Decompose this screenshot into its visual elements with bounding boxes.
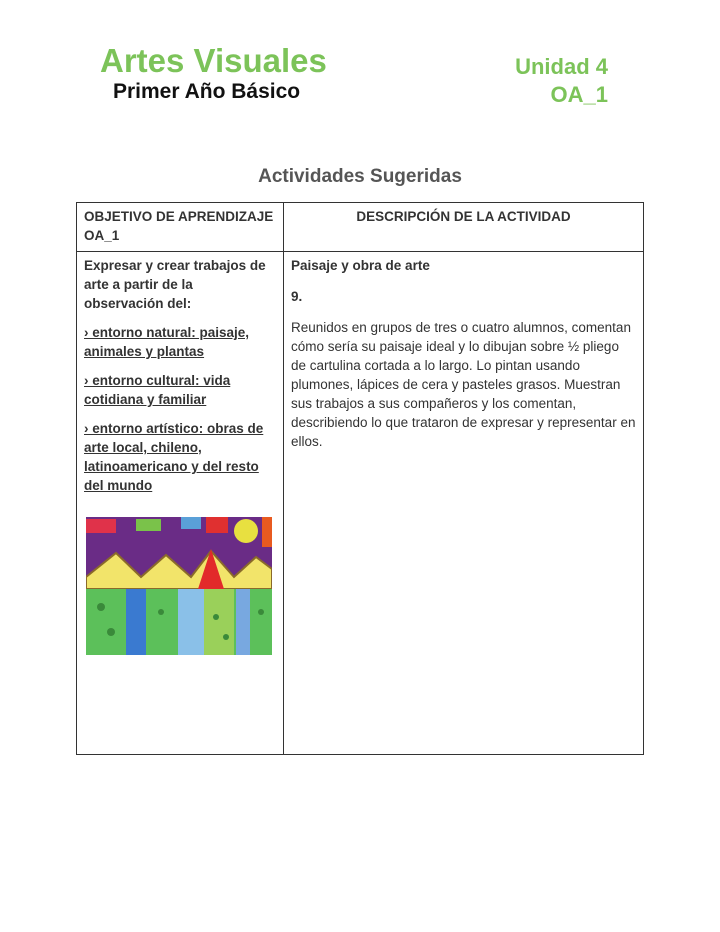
objective-header: OBJETIVO DE APRENDIZAJE OA_1 xyxy=(77,203,284,252)
unit-number: Unidad 4 xyxy=(515,54,608,79)
table-row xyxy=(77,252,644,755)
section-title: Actividades Sugeridas xyxy=(258,166,462,187)
unit-label xyxy=(515,53,608,109)
document-title: Artes Visuales xyxy=(100,42,327,79)
objective-cell xyxy=(77,252,284,755)
document-subtitle: Primer Año Básico xyxy=(113,80,301,103)
objective-item: › entorno natural: paisaje, animales y plantas xyxy=(84,325,250,359)
objective-item: › entorno cultural: vida cotidiana y familiar xyxy=(84,373,231,407)
activity-description: Reunidos en grupos de tres o cuatro alumnos, comentan cómo sería su paisaje ideal y lo dibujan sobre ½ pliego de cartulina cortada a lo largo. Lo pintan usando plumones, lápices de cera y pasteles grasos. Muestran sus trabajos a sus compañeros y los comentan, describiendo lo que trataron de expresar y representar en ellos. xyxy=(291,320,636,449)
activity-cell xyxy=(284,252,644,755)
activity-number: 9. xyxy=(291,289,303,304)
description-header: DESCRIPCIÓN DE LA ACTIVIDAD xyxy=(284,203,644,252)
oa-code: OA_1 xyxy=(550,82,608,107)
objective-intro: Expresar y crear trabajos de arte a partir de la observación del: xyxy=(84,258,266,311)
table-header-row xyxy=(77,203,644,252)
children-landscape-drawing xyxy=(86,517,272,655)
objective-item: › entorno artístico: obras de arte local, chileno, latinoamericano y del resto del mundo xyxy=(84,421,264,493)
activity-title: Paisaje y obra de arte xyxy=(291,258,430,273)
activities-table xyxy=(76,202,644,755)
